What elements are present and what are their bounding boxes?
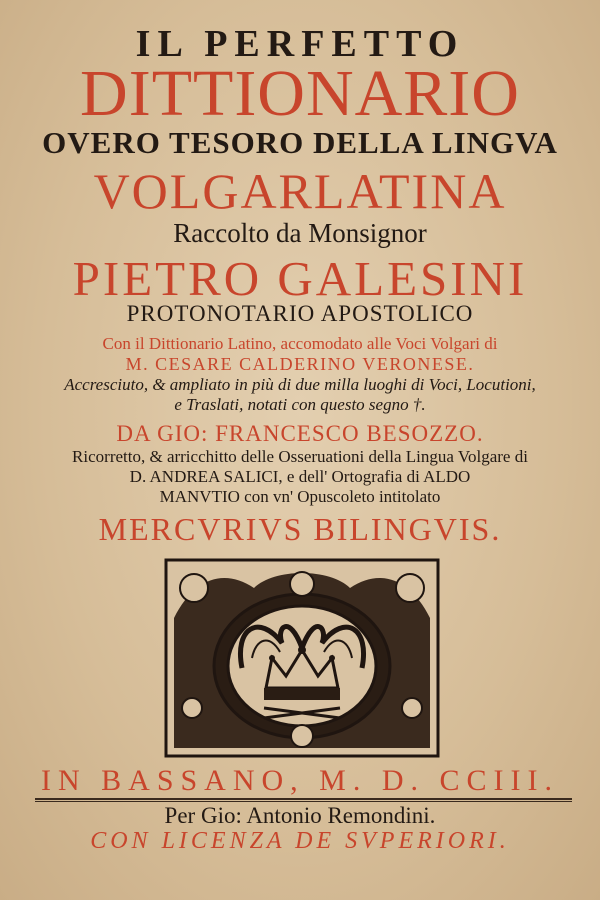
latin-dictionary-line: Con il Dittionario Latino, accomodato alle Voci Volgari di (102, 334, 498, 353)
imprint-line: IN BASSANO, M. D. CCIII. (40, 764, 560, 797)
imprint-rule (35, 798, 572, 800)
calderino-line: M. CESARE CALDERINO VERONESE. (125, 354, 475, 374)
editor-line: DA GIO: FRANCESCO BESOZZO. (116, 421, 484, 446)
title-line-1: IL PERFETTO (135, 23, 465, 65)
author-title: PROTONOTARIO APOSTOLICO (126, 301, 474, 326)
title-line-2: DITTIONARIO (80, 57, 520, 130)
mercurius-line: MERCVRIVS BILINGVIS. (98, 511, 502, 547)
imprint-rule-thin (35, 801, 572, 802)
compiler-line: Raccolto da Monsignor (173, 218, 427, 248)
crown-with-feathers-woodcut-icon (164, 558, 440, 758)
translations-line: e Traslati, notati con questo segno †. (174, 395, 426, 414)
printer-line: Per Gio: Antonio Remondini. (164, 803, 436, 828)
title-line-3: OVERO TESORO DELLA LINGVA (42, 125, 558, 160)
augmented-line: Accresciuto, & ampliato in più di due milla luoghi di Voci, Locutioni, (64, 375, 536, 394)
author-name: PIETRO GALESINI (72, 251, 528, 306)
title-line-4: VOLGARLATINA (93, 163, 507, 219)
corrected-line: Ricorretto, & arricchitto delle Osseruationi della Lingua Volgare di (72, 447, 528, 466)
license-line: CON LICENZA DE SVPERIORI. (90, 828, 510, 854)
salici-line: D. ANDREA SALICI, e dell' Ortografia di ALDO (129, 467, 471, 486)
manutio-line: MANVTIO con vn' Opuscoleto intitolato (159, 487, 441, 506)
